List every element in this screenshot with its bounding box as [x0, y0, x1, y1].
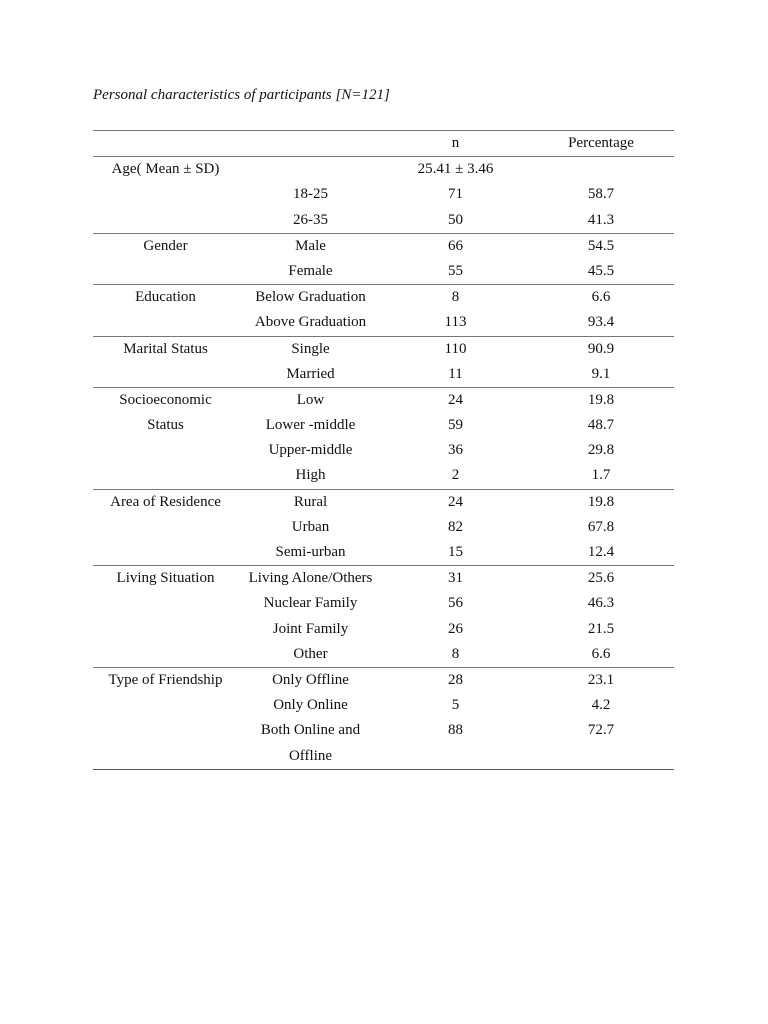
percentage-cell: 4.2: [591, 697, 611, 714]
category-cell: Female: [288, 262, 333, 279]
percentage-cell: 93.4: [587, 314, 615, 331]
header-col1: [93, 131, 238, 156]
n-cell: 71: [448, 186, 463, 203]
group-label: [93, 259, 238, 284]
category-cell: Joint Family: [272, 620, 349, 637]
n-cell: 24: [448, 493, 463, 510]
n-cell: 88: [448, 722, 463, 739]
percentage-cell: 45.5: [587, 262, 615, 279]
category-cell: Both Online and: [260, 722, 361, 739]
group-label: [93, 362, 238, 387]
table-row: [93, 310, 674, 335]
n-cell: 56: [448, 595, 463, 612]
category-cell: Above Graduation: [254, 314, 367, 331]
category-cell: Rural: [293, 493, 328, 510]
n-cell: 15: [448, 544, 463, 560]
category-cell: Offline: [288, 747, 333, 764]
groups-container: [93, 182, 674, 768]
table-row: [93, 234, 674, 259]
table-row: [93, 208, 674, 233]
n-cell: 110: [444, 340, 467, 357]
category-cell: 18-25: [293, 186, 328, 203]
category-cell: Single: [291, 340, 330, 357]
group-label: Status: [147, 417, 184, 434]
header-col2: [238, 131, 383, 156]
percentage-cell: 6.6: [591, 289, 611, 306]
table-row: [93, 388, 674, 413]
category-cell: Low: [296, 391, 325, 408]
percentage-cell: 1.7: [591, 467, 611, 484]
n-cell: 113: [444, 314, 467, 331]
table-row: [93, 642, 674, 667]
table-row: [93, 693, 674, 718]
percentage-cell: 25.6: [587, 570, 615, 587]
percentage-cell: 29.8: [587, 442, 615, 459]
category-cell: Lower -middle: [265, 417, 356, 434]
percentage-cell: 72.7: [587, 722, 615, 739]
percentage-cell: 54.5: [587, 237, 615, 254]
group-label: [93, 182, 238, 207]
category-cell: Below Graduation: [255, 289, 366, 306]
category-cell: Semi-urban: [275, 544, 346, 560]
group-label: Gender: [143, 237, 188, 254]
category-cell: Upper-middle: [268, 442, 353, 459]
percentage-cell: 41.3: [587, 211, 615, 228]
percentage-cell: 19.8: [587, 391, 615, 408]
n-cell: 11: [448, 365, 463, 382]
percentage-cell: 19.8: [587, 493, 615, 510]
group-label: Area of Residence: [110, 493, 221, 510]
table-row: [93, 413, 674, 438]
table-row: [93, 362, 674, 387]
n-cell: 50: [448, 211, 463, 228]
category-cell: Only Offline: [272, 671, 349, 688]
percentage-cell: 58.7: [587, 186, 615, 203]
percentage-cell: 48.7: [587, 417, 615, 434]
percentage-cell: 9.1: [591, 365, 611, 382]
group-label: [93, 617, 238, 642]
group-label: Socioeconomic: [119, 391, 212, 408]
n-cell: 24: [448, 391, 463, 408]
category-cell: Only Online: [273, 697, 348, 714]
percentage-cell: 67.8: [587, 518, 615, 535]
table-caption: Personal characteristics of participants [N=121]: [93, 87, 390, 103]
table-row: [93, 566, 674, 591]
group-label: Education: [135, 289, 196, 306]
n-cell: 8: [451, 289, 460, 306]
table-row: [93, 515, 674, 540]
category-cell: Nuclear Family: [263, 595, 358, 612]
n-cell: 82: [448, 518, 463, 535]
table-row: [93, 718, 674, 743]
table-row: [93, 617, 674, 642]
table-row: [93, 540, 674, 565]
percentage-cell: 90.9: [587, 340, 615, 357]
table-row: [93, 285, 674, 310]
table-row: [93, 463, 674, 488]
table-row: [93, 337, 674, 362]
n-cell: 28: [448, 671, 463, 688]
age-value: 25.41 ± 3.46: [417, 161, 494, 178]
bottom-rule: [93, 769, 674, 770]
age-label: Age( Mean ± SD): [111, 161, 220, 178]
n-cell: 66: [448, 237, 463, 254]
n-cell: 36: [448, 442, 463, 459]
table-row: [93, 744, 674, 769]
group-label: [93, 540, 238, 565]
group-label: [93, 744, 238, 769]
table-row: [93, 490, 674, 515]
percentage-cell: 23.1: [587, 671, 615, 688]
group-label: [93, 591, 238, 616]
percentage-cell: 12.4: [587, 544, 615, 560]
n-cell: 5: [451, 697, 460, 714]
header-percentage: Percentage: [568, 135, 634, 151]
group-label: [93, 693, 238, 718]
table-row: [93, 591, 674, 616]
percentage-cell: [528, 744, 674, 769]
group-label: [93, 463, 238, 488]
age-row: [93, 157, 674, 182]
table-row: [93, 182, 674, 207]
header-row: [93, 131, 674, 156]
header-n: n: [451, 135, 460, 151]
category-cell: Married: [286, 365, 335, 382]
percentage-cell: 6.6: [591, 645, 611, 662]
category-cell: 26-35: [293, 211, 328, 228]
group-label: [93, 310, 238, 335]
n-cell: 2: [451, 467, 460, 484]
group-label: [93, 515, 238, 540]
group-label: [93, 718, 238, 743]
category-cell: Urban: [291, 518, 330, 535]
category-cell: High: [295, 467, 326, 484]
group-label: [93, 642, 238, 667]
category-cell: Male: [295, 237, 326, 254]
n-cell: [383, 744, 528, 769]
n-cell: 55: [448, 262, 463, 279]
group-label: Living Situation: [116, 570, 215, 587]
n-cell: 8: [451, 645, 460, 662]
n-cell: 26: [448, 620, 463, 637]
category-cell: Living Alone/Others: [248, 570, 373, 587]
group-label: Type of Friendship: [108, 671, 223, 688]
category-cell: Other: [293, 645, 328, 662]
percentage-cell: 21.5: [587, 620, 615, 637]
n-cell: 31: [448, 570, 463, 587]
percentage-cell: 46.3: [587, 595, 615, 612]
group-label: [93, 438, 238, 463]
table-row: [93, 438, 674, 463]
group-label: [93, 208, 238, 233]
table-row: [93, 668, 674, 693]
n-cell: 59: [448, 417, 463, 434]
table-row: [93, 259, 674, 284]
characteristics-table: [93, 130, 674, 770]
group-label: Marital Status: [123, 340, 208, 357]
